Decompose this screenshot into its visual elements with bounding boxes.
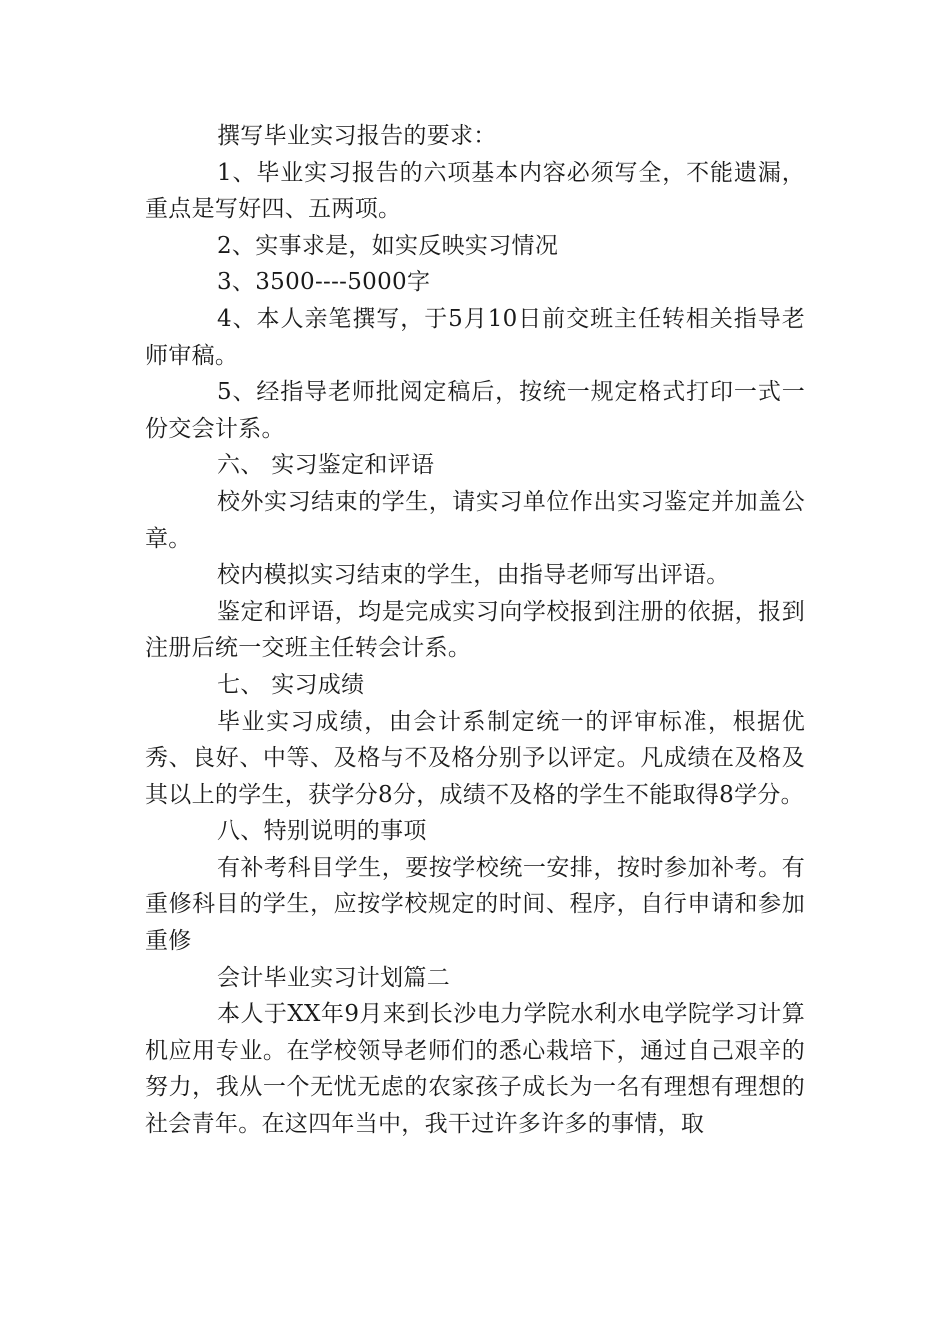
section-8-paragraph: 有补考科目学生，要按学校统一安排，按时参加补考。有重修科目的学生，应按学校规定的时间、程序，自行申请和参加重修: [145, 854, 805, 955]
requirement-item-2: 2、实事求是，如实反映实习情况: [217, 232, 559, 259]
section-6-paragraph-3: 鉴定和评语，均是完成实习向学校报到注册的依据，报到注册后统一交班主任转会计系。: [145, 598, 805, 662]
section-heading-6: 六、 实习鉴定和评语: [217, 452, 435, 479]
requirement-item-5: 5、经指导老师批阅定稿后，按统一规定格式打印一式一份交会计系。: [145, 379, 805, 442]
document-body: [145, 118, 805, 1143]
requirement-item-1: 1、毕业实习报告的六项基本内容必须写全，不能遗漏，重点是写好四、五两项。: [145, 159, 805, 223]
part-2-paragraph: 本人于XX年9月来到长沙电力学院水利水电学院学习计算机应用专业。在学校领导老师们的悉心栽培下，通过自己艰辛的努力，我从一个无忧无虑的农家孩子成长为一名有理想有理想的社会青年。在这四年当中，我干过许多许多的事情，取: [145, 1001, 805, 1138]
section-6-paragraph-1: 校外实习结束的学生，请实习单位作出实习鉴定并加盖公章。: [145, 488, 805, 552]
section-6-paragraph-2: 校内模拟实习结束的学生，由指导老师写出评语。: [217, 562, 730, 589]
requirement-item-3: 3、3500----5000字: [217, 269, 431, 296]
section-heading-8: 八、特别说明的事项: [217, 818, 427, 845]
section-heading-7: 七、 实习成绩: [217, 671, 365, 698]
section-7-paragraph: 毕业实习成绩，由会计系制定统一的评审标准，根据优秀、良好、中等、及格与不及格分别予以评定。凡成绩在及格及其以上的学生，获学分8分，成绩不及格的学生不能取得8学分。: [145, 708, 805, 808]
requirement-item-4: 4、本人亲笔撰写，于5月10日前交班主任转相关指导老师审稿。: [145, 305, 805, 369]
article-title-part-2: 会计毕业实习计划篇二: [217, 964, 450, 991]
requirements-heading: 撰写毕业实习报告的要求：: [217, 123, 497, 149]
